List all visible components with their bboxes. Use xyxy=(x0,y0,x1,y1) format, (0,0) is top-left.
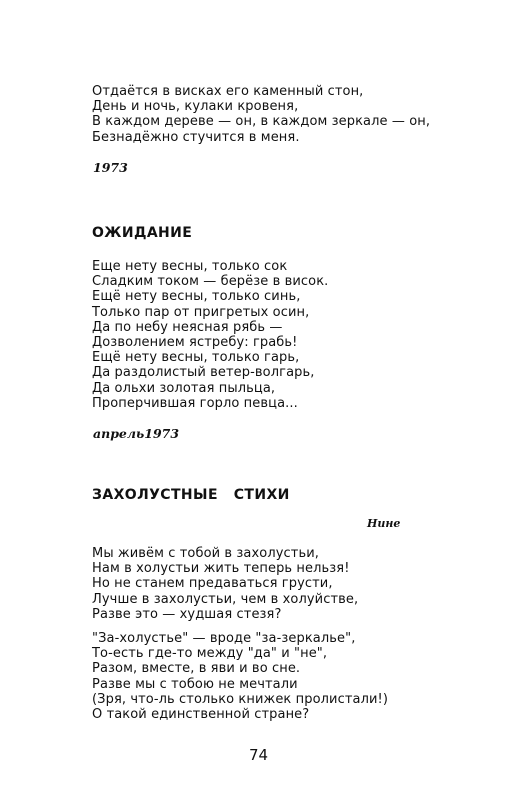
poem-line: Только пар от пригретых осин, xyxy=(92,304,310,320)
poem-line: Мы живём с тобой в захолустьи, xyxy=(92,546,320,561)
poem-line: День и ночь, кулаки кровеня, xyxy=(92,99,299,115)
poem-3-stanza-1 xyxy=(92,546,358,622)
poem-line: В каждом дереве — он, в каждом зеркале — он, xyxy=(92,114,431,130)
poem-2-title: ОЖИДАНИЕ xyxy=(92,225,193,241)
poem-line: Проперчившая горло певца... xyxy=(92,395,298,411)
poem-line: Но не станем предаваться грусти, xyxy=(92,576,333,592)
poem-2-date: апрель1973 xyxy=(93,426,180,441)
poem-2-stanza xyxy=(92,259,328,411)
poem-line: Ещё нету весны, только синь, xyxy=(92,289,301,305)
poem-line: Да ольхи золотая пыльца, xyxy=(92,380,276,396)
poem-line: Разом, вместе, в яви и во сне. xyxy=(92,661,301,677)
poem-line: Сладким током — берёзе в висок. xyxy=(92,274,329,290)
poem-3-stanza-2 xyxy=(92,631,388,722)
poem-1-date: 1973 xyxy=(93,160,128,175)
poem-1-stanza xyxy=(92,84,430,145)
poem-line: Безнадёжно стучится в меня. xyxy=(92,129,300,145)
page-number: 74 xyxy=(248,746,269,764)
poem-line: Нам в холустьи жить теперь нельзя! xyxy=(92,561,350,577)
poem-line: Да по небу неясная рябь — xyxy=(92,319,283,335)
poem-3-title: ЗАХОЛУСТНЫЕ СТИХИ xyxy=(92,487,290,503)
poem-line: Ещё нету весны, только гарь, xyxy=(92,350,300,366)
poem-line: (Зря, что-ль столько книжек пролистали!) xyxy=(92,691,389,707)
poem-line: Разве мы с тобою не мечтали xyxy=(92,676,298,692)
poem-line: Лучше в захолустьи, чем в холуйстве, xyxy=(92,591,359,607)
poem-line: "За-холустье" — вроде "за-зеркалье", xyxy=(92,631,356,646)
poem-line: О такой единственной стране? xyxy=(92,707,310,723)
poem-line: Разве это — худшая стезя? xyxy=(92,606,282,622)
poem-3-dedication: Нине xyxy=(367,517,401,530)
poem-line: Отдаётся в висках его каменный стон, xyxy=(92,84,364,99)
poem-line: Дозволением ястребу: грабь! xyxy=(92,335,298,351)
poem-line: Еще нету весны, только сок xyxy=(92,259,288,274)
poem-line: То-есть где-то между "да" и "не", xyxy=(92,646,328,662)
poem-line: Да раздолистый ветер-волгарь, xyxy=(92,365,315,381)
